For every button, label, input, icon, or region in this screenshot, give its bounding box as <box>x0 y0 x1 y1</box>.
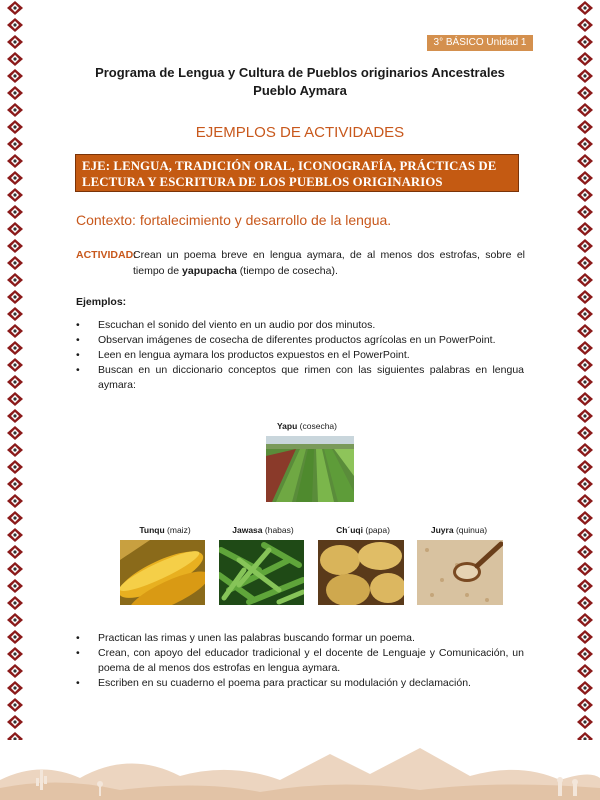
bullet: • <box>76 334 80 346</box>
border-dot <box>13 159 16 162</box>
border-dot <box>583 210 586 213</box>
border-dot <box>13 74 16 77</box>
section-title: EJEMPLOS DE ACTIVIDADES <box>195 124 405 141</box>
program-title-line1: Programa de Lengua y Cultura de Pueblos originarios Ancestrales <box>95 65 505 80</box>
examples-list-2 <box>76 631 524 691</box>
border-dot <box>13 516 16 519</box>
list-item <box>76 318 524 333</box>
list-item <box>76 646 524 676</box>
juyra-word: Juyra <box>430 525 454 535</box>
border-dot <box>583 567 586 570</box>
list-item-text: Crean, con apoyo del educador tradicional y el docente de Lenguaje y Comunicación, un poema de al menos dos estrofas en lengua aymara. <box>98 647 524 674</box>
border-dot <box>583 261 586 264</box>
tunqu-word: Tunqu <box>139 525 165 535</box>
eje-box <box>75 154 519 192</box>
border-dot <box>13 91 16 94</box>
border-dot <box>13 669 16 672</box>
actividad-text-part1: Crean un poema breve en lengua aymara, de al menos dos estrofas, sobre el tiempo de <box>133 249 525 277</box>
border-dot <box>583 159 586 162</box>
border-dot <box>583 652 586 655</box>
corn-photo <box>120 540 205 605</box>
border-dot <box>13 295 16 298</box>
border-dot <box>13 278 16 281</box>
quinoa-photo <box>417 540 503 605</box>
list-item <box>76 363 524 393</box>
border-dot <box>13 40 16 43</box>
border-dot <box>583 584 586 587</box>
border-dot <box>13 448 16 451</box>
border-dot <box>583 193 586 196</box>
border-dot <box>583 533 586 536</box>
actividad-text <box>133 247 525 279</box>
right-decorative-border <box>574 0 596 760</box>
list-item-text: Leen en lengua aymara los productos expuestos en el PowerPoint. <box>98 349 410 361</box>
program-title-line2: Pueblo Aymara <box>253 83 347 98</box>
border-dot <box>13 567 16 570</box>
unit-badge: 3° BÁSICO Unidad 1 <box>427 35 533 51</box>
list-item-text: Escuchan el sonido del viento en un audio por dos minutos. <box>98 319 376 331</box>
harvest-field-photo <box>266 436 354 502</box>
border-dot <box>583 550 586 553</box>
border-dot <box>13 482 16 485</box>
border-dot <box>13 193 16 196</box>
list-item-text: Escriben en su cuaderno el poema para practicar su modulación y declamación. <box>98 677 471 689</box>
border-dot <box>13 363 16 366</box>
yapu-caption <box>262 421 352 431</box>
border-dot <box>583 142 586 145</box>
border-dot <box>13 584 16 587</box>
border-dot <box>13 550 16 553</box>
border-dot <box>13 703 16 706</box>
border-dot <box>13 414 16 417</box>
jawasa-caption <box>218 525 308 535</box>
border-dot <box>583 40 586 43</box>
border-dot <box>13 125 16 128</box>
border-dot <box>583 278 586 281</box>
list-item-text: Practican las rimas y unen las palabras buscando formar un poema. <box>98 632 415 644</box>
examples-list-1 <box>76 318 524 393</box>
bullet: • <box>76 647 80 659</box>
border-dot <box>583 74 586 77</box>
border-dot <box>13 210 16 213</box>
border-dot <box>583 380 586 383</box>
left-decorative-border <box>4 0 26 760</box>
border-dot <box>583 601 586 604</box>
border-dot <box>583 312 586 315</box>
contexto-heading: Contexto: fortalecimiento y desarrollo de la lengua. <box>76 212 392 228</box>
border-dot <box>583 703 586 706</box>
list-item <box>76 333 524 348</box>
footer-landscape-illustration <box>0 740 600 800</box>
border-dot <box>583 6 586 9</box>
border-dot <box>13 686 16 689</box>
border-dot <box>13 6 16 9</box>
border-dot <box>13 244 16 247</box>
yapu-word: Yapu <box>276 421 298 431</box>
juyra-gloss: (quinua) <box>455 525 488 535</box>
border-dot <box>583 108 586 111</box>
chuqi-word: Ch´uqi <box>336 525 363 535</box>
bullet: • <box>76 364 80 376</box>
tunqu-caption <box>120 525 210 535</box>
border-dot <box>13 635 16 638</box>
list-item-text: Buscan en un diccionario conceptos que rimen con las siguientes palabras en lengua aymara: <box>98 364 524 391</box>
actividad-label: ACTIVIDAD: <box>76 249 137 261</box>
beans-photo <box>219 540 304 605</box>
actividad-bold-word: yapupacha <box>182 265 237 277</box>
list-item <box>76 676 524 691</box>
border-dot <box>583 720 586 723</box>
border-dot <box>583 669 586 672</box>
actividad-text-part2: (tiempo de cosecha). <box>236 265 338 277</box>
border-dot <box>13 57 16 60</box>
chuqi-caption <box>318 525 408 535</box>
juyra-caption <box>414 525 504 535</box>
border-dot <box>583 635 586 638</box>
border-dot <box>583 23 586 26</box>
eje-line1: EJE: LENGUA, TRADICIÓN ORAL, ICONOGRAFÍA, PRÁCTICAS DE <box>82 159 497 173</box>
list-item-text: Observan imágenes de cosecha de diferentes productos agrícolas en un PowerPoint. <box>98 334 496 346</box>
border-dot <box>583 57 586 60</box>
eje-line2: LECTURA Y ESCRITURA DE LOS PUEBLOS ORIGINARIOS <box>82 175 443 189</box>
border-dot <box>583 448 586 451</box>
border-dot <box>13 329 16 332</box>
border-dot <box>13 23 16 26</box>
bullet: • <box>76 319 80 331</box>
border-dot <box>583 295 586 298</box>
border-dot <box>583 686 586 689</box>
border-dot <box>583 397 586 400</box>
border-dot <box>583 482 586 485</box>
border-dot <box>583 431 586 434</box>
list-item <box>76 348 524 363</box>
border-dot <box>583 244 586 247</box>
border-dot <box>13 720 16 723</box>
jawasa-gloss: (habas) <box>264 525 294 535</box>
border-dot <box>583 363 586 366</box>
border-dot <box>583 346 586 349</box>
border-dot <box>583 414 586 417</box>
ejemplos-label: Ejemplos: <box>76 296 127 308</box>
border-dot <box>13 652 16 655</box>
border-dot <box>583 227 586 230</box>
border-dot <box>13 346 16 349</box>
border-dot <box>13 533 16 536</box>
border-dot <box>13 227 16 230</box>
border-dot <box>13 465 16 468</box>
jawasa-word: Jawasa <box>232 525 263 535</box>
border-dot <box>13 142 16 145</box>
border-dot <box>13 261 16 264</box>
border-dot <box>13 108 16 111</box>
border-dot <box>583 329 586 332</box>
border-dot <box>13 380 16 383</box>
border-dot <box>583 125 586 128</box>
border-dot <box>583 176 586 179</box>
list-item <box>76 631 524 646</box>
yapu-gloss: (cosecha) <box>299 421 337 431</box>
border-dot <box>583 516 586 519</box>
bullet: • <box>76 349 80 361</box>
border-dot <box>13 176 16 179</box>
potatoes-photo <box>318 540 404 605</box>
bullet: • <box>76 632 80 644</box>
border-dot <box>583 499 586 502</box>
program-title <box>60 64 540 100</box>
border-dot <box>13 601 16 604</box>
border-dot <box>13 397 16 400</box>
border-dot <box>583 465 586 468</box>
border-dot <box>13 618 16 621</box>
chuqi-gloss: (papa) <box>365 525 390 535</box>
border-dot <box>583 618 586 621</box>
border-dot <box>13 431 16 434</box>
border-dot <box>13 312 16 315</box>
bullet: • <box>76 677 80 689</box>
tunqu-gloss: (maiz) <box>167 525 191 535</box>
border-dot <box>583 91 586 94</box>
border-dot <box>13 499 16 502</box>
